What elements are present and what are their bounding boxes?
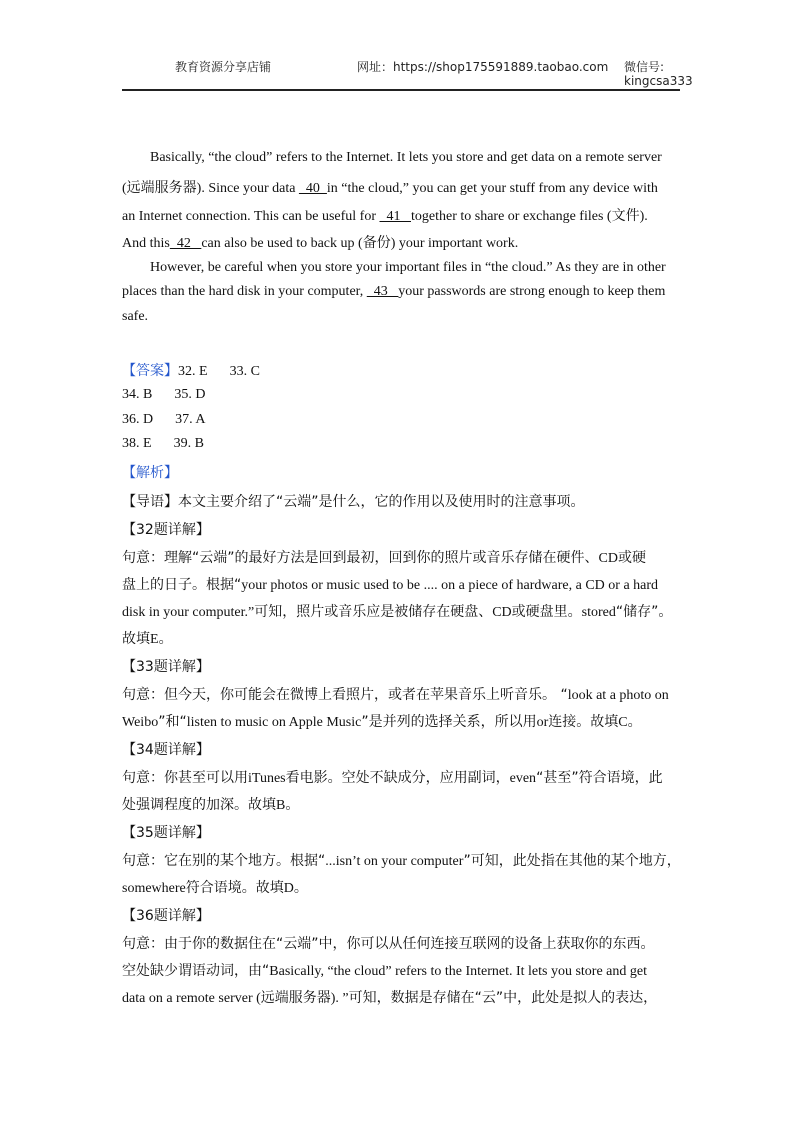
passage-line bbox=[122, 232, 518, 252]
text: 句意：它在别的某个地方。根据“ bbox=[122, 853, 326, 869]
text: safe. bbox=[122, 309, 149, 324]
analysis-line bbox=[122, 960, 647, 980]
text: 备份 bbox=[362, 235, 391, 251]
shop-url: 网址：https://shop175591889.taobao.com bbox=[357, 60, 609, 74]
answer: 32. E bbox=[178, 364, 208, 379]
text: ). Since your data bbox=[196, 181, 299, 196]
shop-name: 教育资源分享店铺 bbox=[175, 60, 272, 74]
text: ( bbox=[122, 181, 127, 196]
text: Basically, “the cloud” refers to the Internet. It lets you store and get data on a remote server bbox=[150, 150, 662, 165]
passage-line bbox=[122, 309, 148, 325]
analysis-line bbox=[122, 794, 299, 814]
text: your passwords are strong enough to keep them bbox=[398, 284, 666, 299]
text: ”是并列的选择关系，所以用 bbox=[361, 714, 537, 730]
text: CD bbox=[492, 605, 512, 620]
text: an Internet connection. This can be useful for bbox=[122, 209, 380, 224]
text: in “the cloud,” you can get your stuff from any device with bbox=[326, 181, 658, 196]
answers-row bbox=[122, 412, 205, 428]
text: data on a remote server ( bbox=[122, 991, 261, 1006]
text: C bbox=[618, 715, 628, 730]
text: disk in your computer.” bbox=[122, 605, 255, 620]
analysis-line bbox=[122, 987, 657, 1007]
text: can also be used to back up ( bbox=[201, 236, 363, 251]
answer: 37. A bbox=[175, 412, 206, 427]
answers-row bbox=[122, 387, 205, 403]
answer: 35. D bbox=[174, 387, 206, 402]
passage-line bbox=[150, 150, 662, 166]
section-heading: 【34题详解】 bbox=[122, 742, 210, 758]
text: 。 bbox=[158, 631, 173, 647]
analysis-line: 句意：由于你的数据住在“云端”中，你可以从任何连接互联网的设备上获取你的东西。 bbox=[122, 936, 655, 952]
text: ). bbox=[639, 209, 648, 224]
text: ”可知，此处指在其他的某个地方， bbox=[463, 853, 681, 869]
text: And this bbox=[122, 236, 170, 251]
text: stored bbox=[581, 605, 616, 620]
text: 空处缺少谓语动词，由“ bbox=[122, 963, 270, 979]
analysis-line bbox=[122, 601, 672, 621]
passage-line bbox=[122, 205, 648, 225]
answers-row bbox=[122, 436, 204, 452]
text: CD bbox=[598, 551, 618, 566]
blank-40: 40 bbox=[298, 181, 327, 196]
text: ). ” bbox=[330, 991, 349, 1006]
page-header bbox=[0, 0, 800, 92]
text: your photos or music used to be .... on a piece of hardware, a CD or a hard bbox=[241, 578, 659, 593]
text: or bbox=[536, 715, 549, 730]
text: 句意：理解“云端”的最好方法是回到最初，回到你的照片或音乐存储在硬件、 bbox=[122, 550, 599, 566]
text: 文件 bbox=[611, 208, 640, 224]
text: iTunes bbox=[248, 771, 286, 786]
text: 句意：你甚至可以用 bbox=[122, 770, 248, 786]
intro-line: 【导语】本文主要介绍了“云端”是什么，它的作用以及使用时的注意事项。 bbox=[122, 494, 585, 510]
analysis-line bbox=[122, 574, 658, 594]
text: 。 bbox=[293, 880, 308, 896]
text: together to share or exchange files ( bbox=[410, 209, 612, 224]
answer: 34. B bbox=[122, 387, 153, 402]
blank-42: 42 bbox=[169, 236, 202, 251]
section-heading: 【35题详解】 bbox=[122, 825, 210, 841]
passage-line bbox=[150, 260, 666, 276]
passage-line bbox=[122, 177, 658, 197]
text: 。 bbox=[285, 797, 300, 813]
text: 看电影。空处不缺成分，应用副词， bbox=[285, 770, 510, 786]
text: even bbox=[509, 771, 537, 786]
text: “储存”。 bbox=[615, 604, 673, 620]
text: 盘上的日子。根据“ bbox=[122, 577, 242, 593]
answer: 39. B bbox=[173, 436, 204, 451]
text: “甚至”符合语境，此 bbox=[536, 770, 663, 786]
analysis-line bbox=[122, 628, 173, 648]
text: 连接。故填 bbox=[548, 714, 619, 730]
answer: 33. C bbox=[229, 364, 260, 379]
text: ) your important work. bbox=[390, 236, 519, 251]
section-heading: 【32题详解】 bbox=[122, 522, 210, 538]
text: 可知，照片或音乐应是被储存在硬盘、 bbox=[254, 604, 493, 620]
answers-row bbox=[122, 360, 260, 380]
blank-41: 41 bbox=[379, 209, 411, 224]
section-heading: 【33题详解】 bbox=[122, 659, 210, 675]
analysis-line bbox=[122, 877, 308, 897]
analysis-label: 【解析】 bbox=[122, 465, 178, 481]
analysis-line bbox=[122, 547, 646, 567]
text: D bbox=[283, 881, 294, 896]
answer: 38. E bbox=[122, 436, 152, 451]
text: Weibo bbox=[122, 715, 159, 730]
text: places than the hard disk in your computer, bbox=[122, 284, 367, 299]
text: Basically, “the cloud” refers to the Internet. It lets you store and get bbox=[269, 964, 647, 979]
text: 。 bbox=[627, 714, 642, 730]
text: 处强调程度的加深。故填 bbox=[122, 797, 276, 813]
analysis-line bbox=[122, 850, 681, 870]
text: 远端服务器 bbox=[260, 990, 331, 1006]
text: 句意：但今天，你可能会在微博上看照片，或者在苹果音乐上听音乐。 “ bbox=[122, 687, 568, 703]
analysis-line bbox=[122, 711, 642, 731]
text: B bbox=[276, 798, 286, 813]
text: somewhere bbox=[122, 881, 186, 896]
text: 或硬盘里。 bbox=[511, 604, 582, 620]
section-heading: 【36题详解】 bbox=[122, 908, 210, 924]
text: ”和“ bbox=[158, 714, 187, 730]
text: E bbox=[150, 632, 159, 647]
answer: 36. D bbox=[122, 412, 154, 427]
wechat-label: 微信号: bbox=[624, 60, 665, 74]
passage-line bbox=[122, 284, 665, 300]
analysis-line bbox=[122, 767, 663, 787]
text: 故填 bbox=[122, 631, 150, 647]
answers-label: 【答案】 bbox=[122, 363, 178, 379]
text: ...isn’t on your computer bbox=[325, 854, 464, 869]
text: However, be careful when you store your important files in “the cloud.” As they are in other bbox=[150, 260, 666, 275]
analysis-line bbox=[122, 684, 669, 704]
blank-43: 43 bbox=[366, 284, 399, 299]
text: 符合语境。故填 bbox=[185, 880, 284, 896]
text: 或硬 bbox=[617, 550, 646, 566]
text: 可知，数据是存储在“云”中，此处是拟人的表达， bbox=[348, 990, 658, 1006]
text: 远端服务器 bbox=[126, 180, 197, 196]
text: look at a photo on bbox=[567, 688, 669, 703]
header-divider bbox=[122, 89, 680, 91]
wechat-id: kingcsa333 bbox=[624, 74, 693, 88]
text: listen to music on Apple Music bbox=[186, 715, 362, 730]
